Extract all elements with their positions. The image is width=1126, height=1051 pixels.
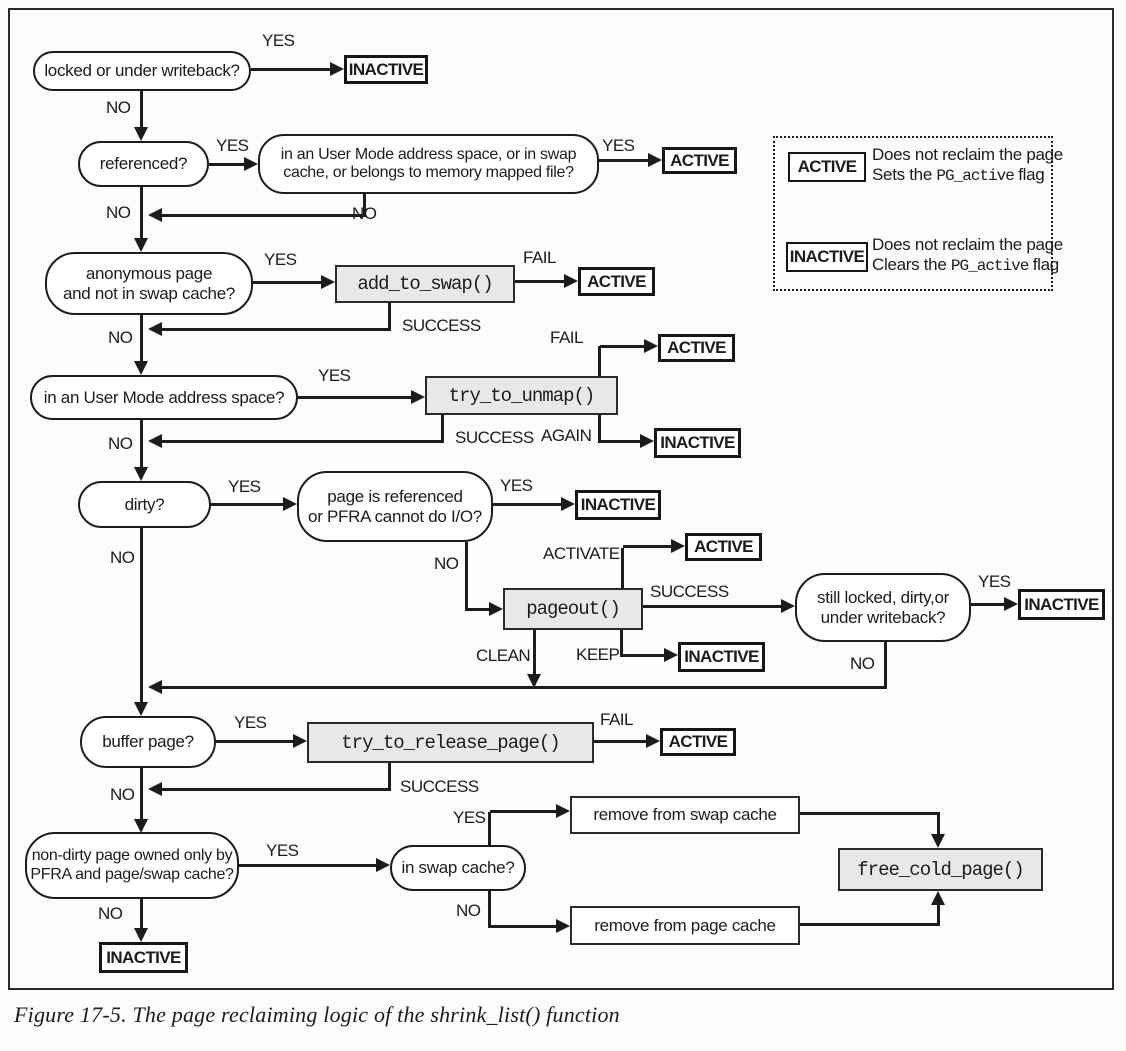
edge-label-fail: FAIL	[600, 710, 633, 729]
flow-line	[467, 608, 491, 611]
legend-text: Clears the	[872, 255, 951, 275]
arrowhead	[489, 602, 503, 616]
arrowhead	[134, 928, 148, 942]
flow-line	[594, 740, 647, 743]
figure-caption: Figure 17-5. The page reclaiming logic of the shrink_list() function	[14, 1002, 620, 1027]
arrowhead	[134, 467, 148, 481]
legend-inactive-badge	[786, 242, 868, 272]
terminal-active	[578, 267, 655, 296]
terminal-active	[660, 728, 736, 756]
function-box-free-cold-page	[838, 848, 1043, 891]
node-nondirty-owned-by-pfra	[25, 832, 239, 899]
flow-line	[140, 187, 143, 240]
edge-label-activate: ACTIVATE	[543, 544, 620, 563]
node-label-line: page is referenced	[327, 487, 463, 507]
arrowhead	[293, 734, 307, 748]
edge-label-yes: YES	[262, 31, 295, 50]
node-page-referenced-or-pfra-io	[297, 471, 493, 542]
flow-line	[298, 396, 412, 399]
legend-active-badge	[788, 152, 866, 182]
action-box-remove-from-swap-cache	[570, 796, 800, 834]
edge-label-success: SUCCESS	[400, 777, 479, 796]
arrowhead	[134, 819, 148, 833]
edge-label-again: AGAIN	[541, 426, 592, 445]
arrowhead	[411, 390, 425, 404]
node-label: locked or under writeback?	[44, 61, 240, 81]
node-anonymous-page	[45, 252, 253, 315]
edge-label-yes: YES	[500, 476, 533, 495]
function-label: try_to_unmap()	[448, 384, 595, 407]
flow-line	[140, 91, 143, 129]
terminal-inactive	[678, 642, 765, 672]
flow-line	[600, 345, 645, 348]
node-label-line: non-dirty page owned only by	[31, 847, 233, 865]
flow-line	[441, 415, 444, 443]
edge-label-no: NO	[106, 98, 131, 117]
node-usermode-address-space	[30, 375, 298, 420]
arrowhead	[640, 434, 654, 448]
flow-line	[162, 686, 886, 689]
action-box-remove-from-page-cache	[570, 906, 800, 945]
edge-label-keep: KEEP	[576, 645, 620, 664]
edge-label-no: NO	[110, 785, 135, 804]
edge-label-no: NO	[98, 904, 123, 923]
edge-label-no: NO	[108, 328, 133, 347]
arrowhead	[134, 361, 148, 375]
flow-line	[388, 763, 391, 791]
terminal-label: ACTIVE	[694, 537, 753, 556]
flow-line	[140, 899, 143, 930]
flow-line	[490, 925, 558, 928]
flow-line	[937, 903, 940, 925]
arrowhead	[134, 238, 148, 252]
arrowhead	[330, 62, 344, 76]
edge-label-yes: YES	[266, 841, 299, 860]
action-label: remove from swap cache	[593, 805, 777, 824]
legend-active-text	[872, 145, 1063, 186]
edge-label-clean: CLEAN	[476, 646, 531, 665]
node-usermode-or-swap-or-mapped	[258, 134, 599, 194]
edge-label-no: NO	[108, 434, 133, 453]
terminal-active	[658, 334, 735, 362]
node-label: in an User Mode address space?	[43, 387, 285, 407]
arrowhead	[648, 153, 662, 167]
edge-label-yes: YES	[228, 477, 261, 496]
flow-line	[216, 740, 294, 743]
edge-label-yes: YES	[602, 136, 635, 155]
flow-line	[209, 163, 245, 166]
arrowhead	[376, 858, 390, 872]
flow-line	[643, 605, 781, 608]
function-label: free_cold_page()	[857, 858, 1024, 881]
terminal-active	[662, 147, 737, 174]
terminal-inactive	[654, 428, 741, 458]
flow-line	[598, 415, 601, 443]
flow-line	[971, 603, 1005, 606]
flow-line	[162, 214, 366, 217]
node-label-line: still locked, dirty,or	[817, 588, 949, 608]
flow-line	[162, 440, 444, 443]
arrowhead	[283, 497, 297, 511]
flow-line	[490, 810, 558, 813]
legend-line: Does not reclaim the page	[872, 145, 1063, 164]
node-label-line: and not in swap cache?	[62, 283, 236, 303]
terminal-label: ACTIVE	[670, 150, 729, 170]
flow-line	[937, 812, 940, 836]
flow-line	[622, 654, 666, 657]
function-label: try_to_release_page()	[341, 731, 560, 754]
flow-line	[493, 503, 562, 506]
arrowhead	[556, 804, 570, 818]
terminal-inactive	[1018, 589, 1105, 620]
terminal-inactive	[575, 490, 661, 520]
edge-label-fail: FAIL	[523, 248, 556, 267]
edge-label-no: NO	[456, 901, 481, 920]
flow-line	[800, 812, 940, 815]
arrowhead	[244, 157, 258, 171]
arrowhead	[134, 127, 148, 141]
flow-line	[211, 503, 284, 506]
terminal-active	[685, 533, 762, 561]
flow-line	[239, 864, 377, 867]
terminal-inactive	[344, 55, 428, 84]
arrowhead	[564, 274, 578, 288]
arrowhead	[148, 680, 162, 694]
node-label-line: PFRA and page/swap cache?	[30, 865, 234, 883]
flow-line	[140, 315, 143, 363]
edge-label-yes: YES	[216, 136, 249, 155]
flow-line	[388, 303, 391, 331]
function-box-try-to-unmap	[425, 376, 618, 415]
legend-text: flag	[1013, 165, 1045, 185]
node-referenced	[78, 141, 209, 187]
flow-line	[162, 328, 391, 331]
flow-line	[621, 548, 624, 588]
arrowhead	[671, 539, 685, 553]
arrowhead	[646, 734, 660, 748]
function-box-try-to-release-page	[307, 722, 594, 763]
terminal-inactive	[99, 942, 188, 973]
flow-line	[162, 788, 391, 791]
edge-label-no: NO	[106, 203, 131, 222]
terminal-label: INACTIVE	[660, 433, 735, 452]
node-label-line: or PFRA cannot do I/O?	[308, 506, 482, 526]
edge-label-yes: YES	[453, 808, 486, 827]
legend-line	[872, 165, 1063, 186]
node-label-line: cache, or belongs to memory mapped file?	[283, 164, 574, 181]
flow-line	[800, 923, 940, 926]
terminal-label: ACTIVE	[668, 732, 728, 751]
flow-line	[140, 768, 143, 821]
node-dirty	[78, 481, 211, 528]
function-label: add_to_swap()	[357, 273, 493, 295]
arrowhead	[1004, 597, 1018, 611]
terminal-label: ACTIVE	[587, 271, 646, 291]
node-label-line: in an User Mode address space, or in swap	[280, 145, 577, 163]
node-label: referenced?	[99, 154, 188, 174]
edge-label-yes: YES	[318, 366, 351, 385]
arrowhead	[644, 339, 658, 353]
edge-label-success: SUCCESS	[402, 316, 481, 335]
terminal-label: INACTIVE	[580, 495, 656, 514]
terminal-label: ACTIVE	[667, 338, 726, 357]
legend-inactive-text	[872, 235, 1063, 276]
edge-label-success: SUCCESS	[455, 428, 534, 447]
edge-label-yes: YES	[234, 713, 267, 732]
flow-line	[253, 281, 322, 284]
edge-label-fail: FAIL	[550, 328, 583, 347]
arrowhead	[561, 497, 575, 511]
terminal-label: INACTIVE	[1024, 594, 1099, 614]
terminal-label: INACTIVE	[684, 647, 759, 666]
flow-line	[599, 159, 649, 162]
flow-line	[623, 545, 673, 548]
legend-line	[872, 255, 1063, 276]
terminal-label: INACTIVE	[789, 247, 865, 266]
flow-line	[620, 630, 623, 657]
legend-code: PG_active	[936, 167, 1014, 186]
terminal-label: INACTIVE	[106, 947, 181, 967]
action-label: remove from page cache	[594, 915, 776, 935]
node-label: buffer page?	[102, 732, 194, 752]
legend-text: flag	[1028, 255, 1059, 275]
arrowhead	[931, 834, 945, 848]
edge-label-no: NO	[434, 554, 459, 573]
arrowhead	[931, 891, 945, 905]
node-still-locked-dirty-writeback	[795, 573, 971, 642]
terminal-label: ACTIVE	[797, 157, 857, 176]
node-label-line: anonymous page	[85, 264, 213, 284]
flow-line	[140, 528, 143, 703]
legend-text: Sets the	[872, 165, 937, 185]
flow-line	[465, 542, 468, 611]
edge-label-no: NO	[850, 654, 875, 673]
terminal-label: INACTIVE	[348, 59, 424, 79]
edge-label-yes: YES	[978, 572, 1011, 591]
flow-line	[598, 346, 601, 376]
arrowhead	[148, 322, 162, 336]
edge-label-yes: YES	[264, 250, 297, 269]
edge-label-no: NO	[110, 548, 135, 567]
function-label: pageout()	[526, 598, 620, 620]
edge-label-success: SUCCESS	[650, 582, 729, 601]
arrowhead	[781, 599, 795, 613]
node-label: in swap cache?	[401, 858, 515, 878]
node-locked-or-writeback	[33, 51, 251, 91]
arrowhead	[148, 782, 162, 796]
function-box-pageout	[503, 588, 643, 630]
node-label-line: under writeback?	[820, 607, 946, 627]
node-in-swap-cache	[390, 845, 526, 891]
arrowhead	[134, 702, 148, 716]
flow-line	[488, 812, 491, 847]
function-box-add-to-swap	[335, 265, 515, 303]
arrowhead	[556, 919, 570, 933]
flow-line	[600, 440, 640, 443]
legend-line: Does not reclaim the page	[872, 235, 1063, 254]
flow-line	[488, 889, 491, 928]
flow-line	[251, 68, 331, 71]
legend-code: PG_active	[950, 257, 1029, 276]
arrowhead	[148, 208, 162, 222]
flow-line	[140, 420, 143, 469]
arrowhead	[321, 275, 335, 289]
flow-line	[533, 630, 536, 675]
arrowhead	[664, 648, 678, 662]
flow-line	[515, 280, 565, 283]
flow-line	[884, 642, 887, 689]
edge-label-no: NO	[352, 204, 377, 223]
node-label: dirty?	[124, 494, 165, 514]
node-buffer-page	[80, 716, 216, 768]
arrowhead	[148, 434, 162, 448]
